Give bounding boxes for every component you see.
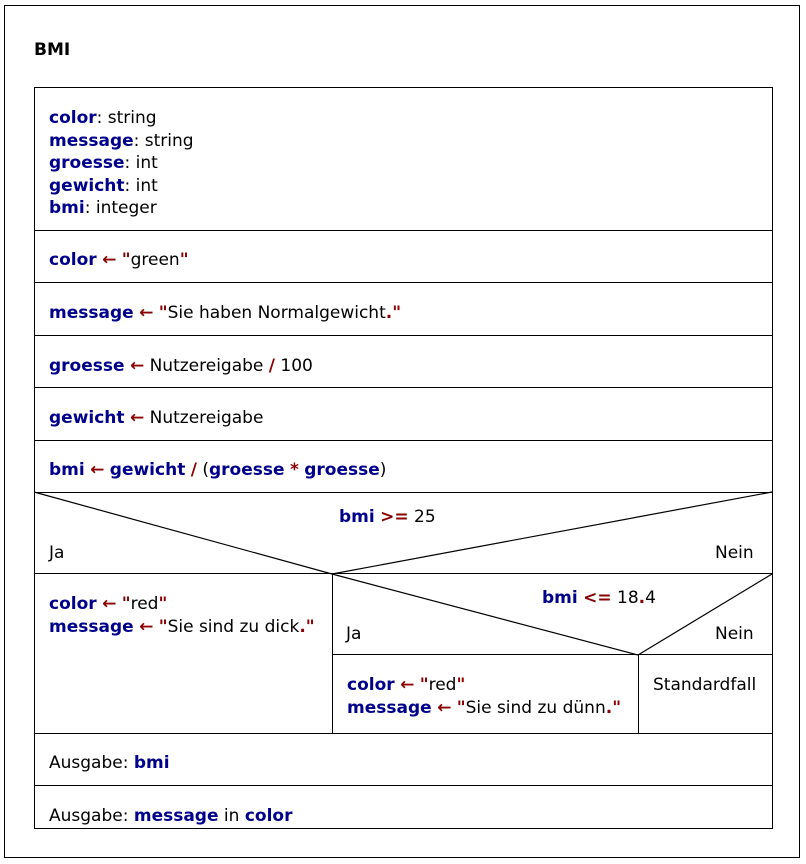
declaration-message: message: string [49,130,194,151]
decision2-yes-label: Ja [346,624,362,644]
decision2-no-label: Nein [715,624,754,644]
decision2-condition: bmi <= 18.4 [542,588,656,608]
declaration-color: color: string [49,108,157,128]
branch1-yes-message: message ← "Sie sind zu dick." [49,616,315,637]
output-message-statement: Ausgabe: message in color [49,806,293,826]
assign-gewicht-statement: gewicht ← Nutzereigabe [49,408,264,428]
assign-bmi-statement: bmi ← gewicht / (groesse * groesse) [49,460,387,480]
assign-message-statement: message ← "Sie haben Normalgewicht." [49,303,402,323]
decision2-left-diagonal [332,574,638,655]
default-case-label: Standardfall [653,675,757,695]
decision1-condition: bmi >= 25 [339,507,436,527]
declaration-gewicht: gewicht: int [49,175,158,196]
branch2-yes-color: color ← "red" [347,675,466,695]
assign-groesse-statement: groesse ← Nutzereigabe / 100 [49,356,313,376]
decision2-right-diagonal [638,574,772,655]
decision1-yes-label: Ja [49,543,65,563]
decision1-left-diagonal [34,492,332,574]
declaration-groesse: groesse: int [49,153,158,173]
decision1-right-diagonal [332,492,772,574]
branch1-yes-color: color ← "red" [49,594,168,614]
branch2-yes-message: message ← "Sie sind zu dünn." [347,697,622,718]
decision1-no-label: Nein [715,543,754,563]
assign-color-statement: color ← "green" [49,250,189,270]
declaration-bmi: bmi: integer [49,198,157,218]
diagram-title: BMI [34,40,71,60]
output-bmi-statement: Ausgabe: bmi [49,753,170,773]
